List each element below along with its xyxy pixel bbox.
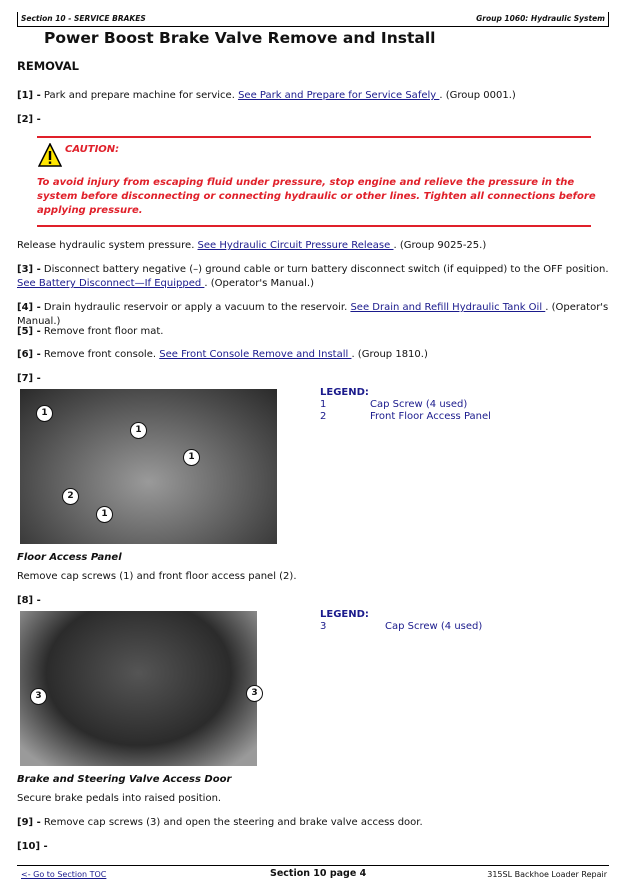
removal-heading: REMOVAL bbox=[17, 59, 79, 73]
step-4: [4] - Drain hydraulic reservoir or apply a vacuum to the reservoir. See Drain and Refill Hydraulic Tank Oil . (Operator's Manual.) bbox=[17, 302, 609, 327]
drain-refill-link[interactable]: See Drain and Refill Hydraulic Tank Oil bbox=[350, 302, 546, 313]
page-title: Power Boost Brake Valve Remove and Install bbox=[44, 29, 436, 47]
section-toc-link[interactable]: <- Go to Section TOC bbox=[21, 870, 107, 879]
legend-item: 1 Cap Screw (4 used) bbox=[320, 399, 468, 410]
step-2: [2] - bbox=[17, 114, 41, 125]
step-6: [6] - Remove front console. See Front Console Remove and Install . (Group 1810.) bbox=[17, 349, 428, 360]
step-7: [7] - bbox=[17, 373, 41, 384]
document-title: 315SL Backhoe Loader Repair bbox=[487, 870, 607, 879]
step-8-text: Secure brake pedals into raised position. bbox=[17, 793, 222, 804]
caution-text: To avoid injury from escaping fluid under pressure, stop engine and relieve the pressure in the system before disconnecting or connecting hydraulic or other lines. Tighten all connections before applying pressure. bbox=[37, 177, 596, 216]
page-footer bbox=[17, 865, 609, 879]
legend-8 bbox=[320, 609, 482, 633]
pressure-release-link[interactable]: See Hydraulic Circuit Pressure Release bbox=[197, 240, 394, 251]
callout: 1 bbox=[183, 449, 200, 466]
callout: 1 bbox=[96, 506, 113, 523]
park-prepare-link[interactable]: See Park and Prepare for Service Safely bbox=[238, 90, 440, 101]
callout: 1 bbox=[36, 405, 53, 422]
page-number: Section 10 page 4 bbox=[270, 868, 367, 879]
caution-label: CAUTION: bbox=[65, 144, 120, 155]
step-2-text: Release hydraulic system pressure. See Hydraulic Circuit Pressure Release . (Group 9025-25.) bbox=[17, 240, 487, 251]
step-10: [10] - bbox=[17, 841, 48, 852]
step-8: [8] - bbox=[17, 595, 41, 606]
callout: 1 bbox=[130, 422, 147, 439]
legend-7 bbox=[320, 387, 491, 423]
access-door-photo bbox=[20, 611, 257, 766]
step-7-text: Remove cap screws (1) and front floor access panel (2). bbox=[17, 571, 297, 582]
callout: 3 bbox=[30, 688, 47, 705]
battery-disconnect-link[interactable]: See Battery Disconnect—If Equipped bbox=[17, 278, 205, 289]
caution-divider bbox=[37, 136, 591, 138]
page-header bbox=[17, 12, 609, 27]
figure-caption: Brake and Steering Valve Access Door bbox=[17, 774, 232, 785]
warning-icon bbox=[38, 143, 62, 171]
front-console-link[interactable]: See Front Console Remove and Install bbox=[159, 349, 352, 360]
floor-access-panel-photo bbox=[20, 389, 277, 544]
step-5: [5] - Remove front floor mat. bbox=[17, 326, 164, 337]
step-3: [3] - Disconnect battery negative (–) ground cable or turn battery disconnect switch (if equipped) to the OFF position. See Battery Disconnect—If Equipped . (Operator's Manual.) bbox=[17, 264, 609, 289]
caution-divider bbox=[37, 225, 591, 227]
callout: 3 bbox=[246, 685, 263, 702]
figure-caption: Floor Access Panel bbox=[17, 552, 122, 563]
legend-item: 3 Cap Screw (4 used) bbox=[320, 621, 483, 632]
group-label: Group 1060: Hydraulic System bbox=[476, 14, 605, 23]
step-1: [1] - Park and prepare machine for service. See Park and Prepare for Service Safely . (Group 0001.) bbox=[17, 90, 516, 101]
legend-title: LEGEND: bbox=[320, 387, 369, 398]
section-label: Section 10 - SERVICE BRAKES bbox=[21, 14, 146, 23]
legend-title: LEGEND: bbox=[320, 609, 369, 620]
callout: 2 bbox=[62, 488, 79, 505]
step-9: [9] - Remove cap screws (3) and open the steering and brake valve access door. bbox=[17, 817, 423, 828]
legend-item: 2 Front Floor Access Panel bbox=[320, 411, 491, 422]
